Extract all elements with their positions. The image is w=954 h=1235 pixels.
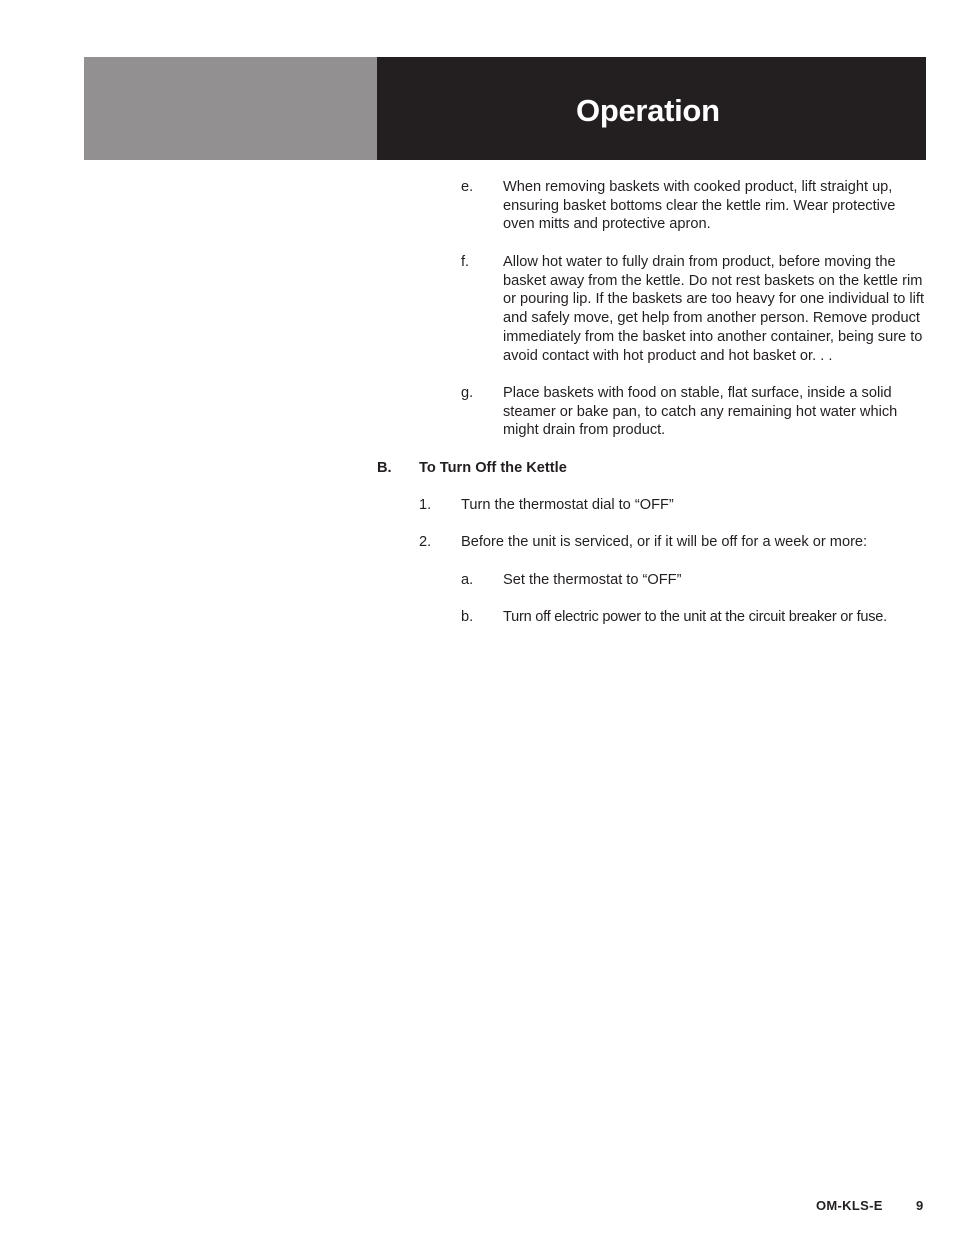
list-item-text — [503, 253, 924, 365]
substep-text: Turn off electric power to the unit at the circuit breaker or fuse. — [503, 609, 887, 625]
page-title: Operation — [576, 93, 720, 128]
text-line: Place baskets with food on stable, flat surface, inside a solid — [503, 385, 892, 401]
substep-marker: b. — [461, 609, 474, 625]
substep-marker: a. — [461, 572, 474, 588]
substep-text: Set the thermostat to “OFF” — [503, 572, 682, 588]
text-line: or pouring lip. If the baskets are too heavy for one individual to lift — [503, 291, 925, 308]
text-line: immediately from the basket into another container, being sure to — [503, 328, 923, 345]
text-line: basket away from the kettle. Do not rest baskets on the kettle rim — [503, 272, 923, 289]
header-gray-block — [84, 57, 377, 160]
text-line: avoid contact with hot product and hot basket or. . . — [503, 347, 833, 364]
list-item-text — [503, 384, 897, 440]
text-line: steamer or bake pan, to catch any remaining hot water which — [503, 403, 898, 420]
list-marker: f. — [461, 254, 470, 270]
footer-page-number: 9 — [916, 1198, 924, 1213]
step-text: Before the unit is serviced, or if it will be off for a week or more: — [461, 534, 868, 550]
section-title: To Turn Off the Kettle — [419, 460, 567, 476]
section-marker: B. — [377, 460, 392, 476]
footer-doc-code: OM-KLS-E — [816, 1198, 883, 1213]
text-line: oven mitts and protective apron. — [503, 216, 711, 233]
text-line: might drain from product. — [503, 422, 666, 439]
text-line: and safely move, get help from another person. Remove product — [503, 310, 920, 327]
step-marker: 2. — [419, 534, 432, 550]
list-marker: g. — [461, 385, 474, 401]
step-marker: 1. — [419, 497, 432, 513]
text-line: ensuring basket bottoms clear the kettle rim. Wear protective — [503, 197, 896, 214]
text-line: Allow hot water to fully drain from product, before moving the — [503, 254, 896, 270]
text-line: When removing baskets with cooked product, lift straight up, — [503, 179, 893, 195]
step-text: Turn the thermostat dial to “OFF” — [461, 497, 674, 513]
list-item-text — [503, 178, 895, 234]
list-marker: e. — [461, 179, 474, 195]
